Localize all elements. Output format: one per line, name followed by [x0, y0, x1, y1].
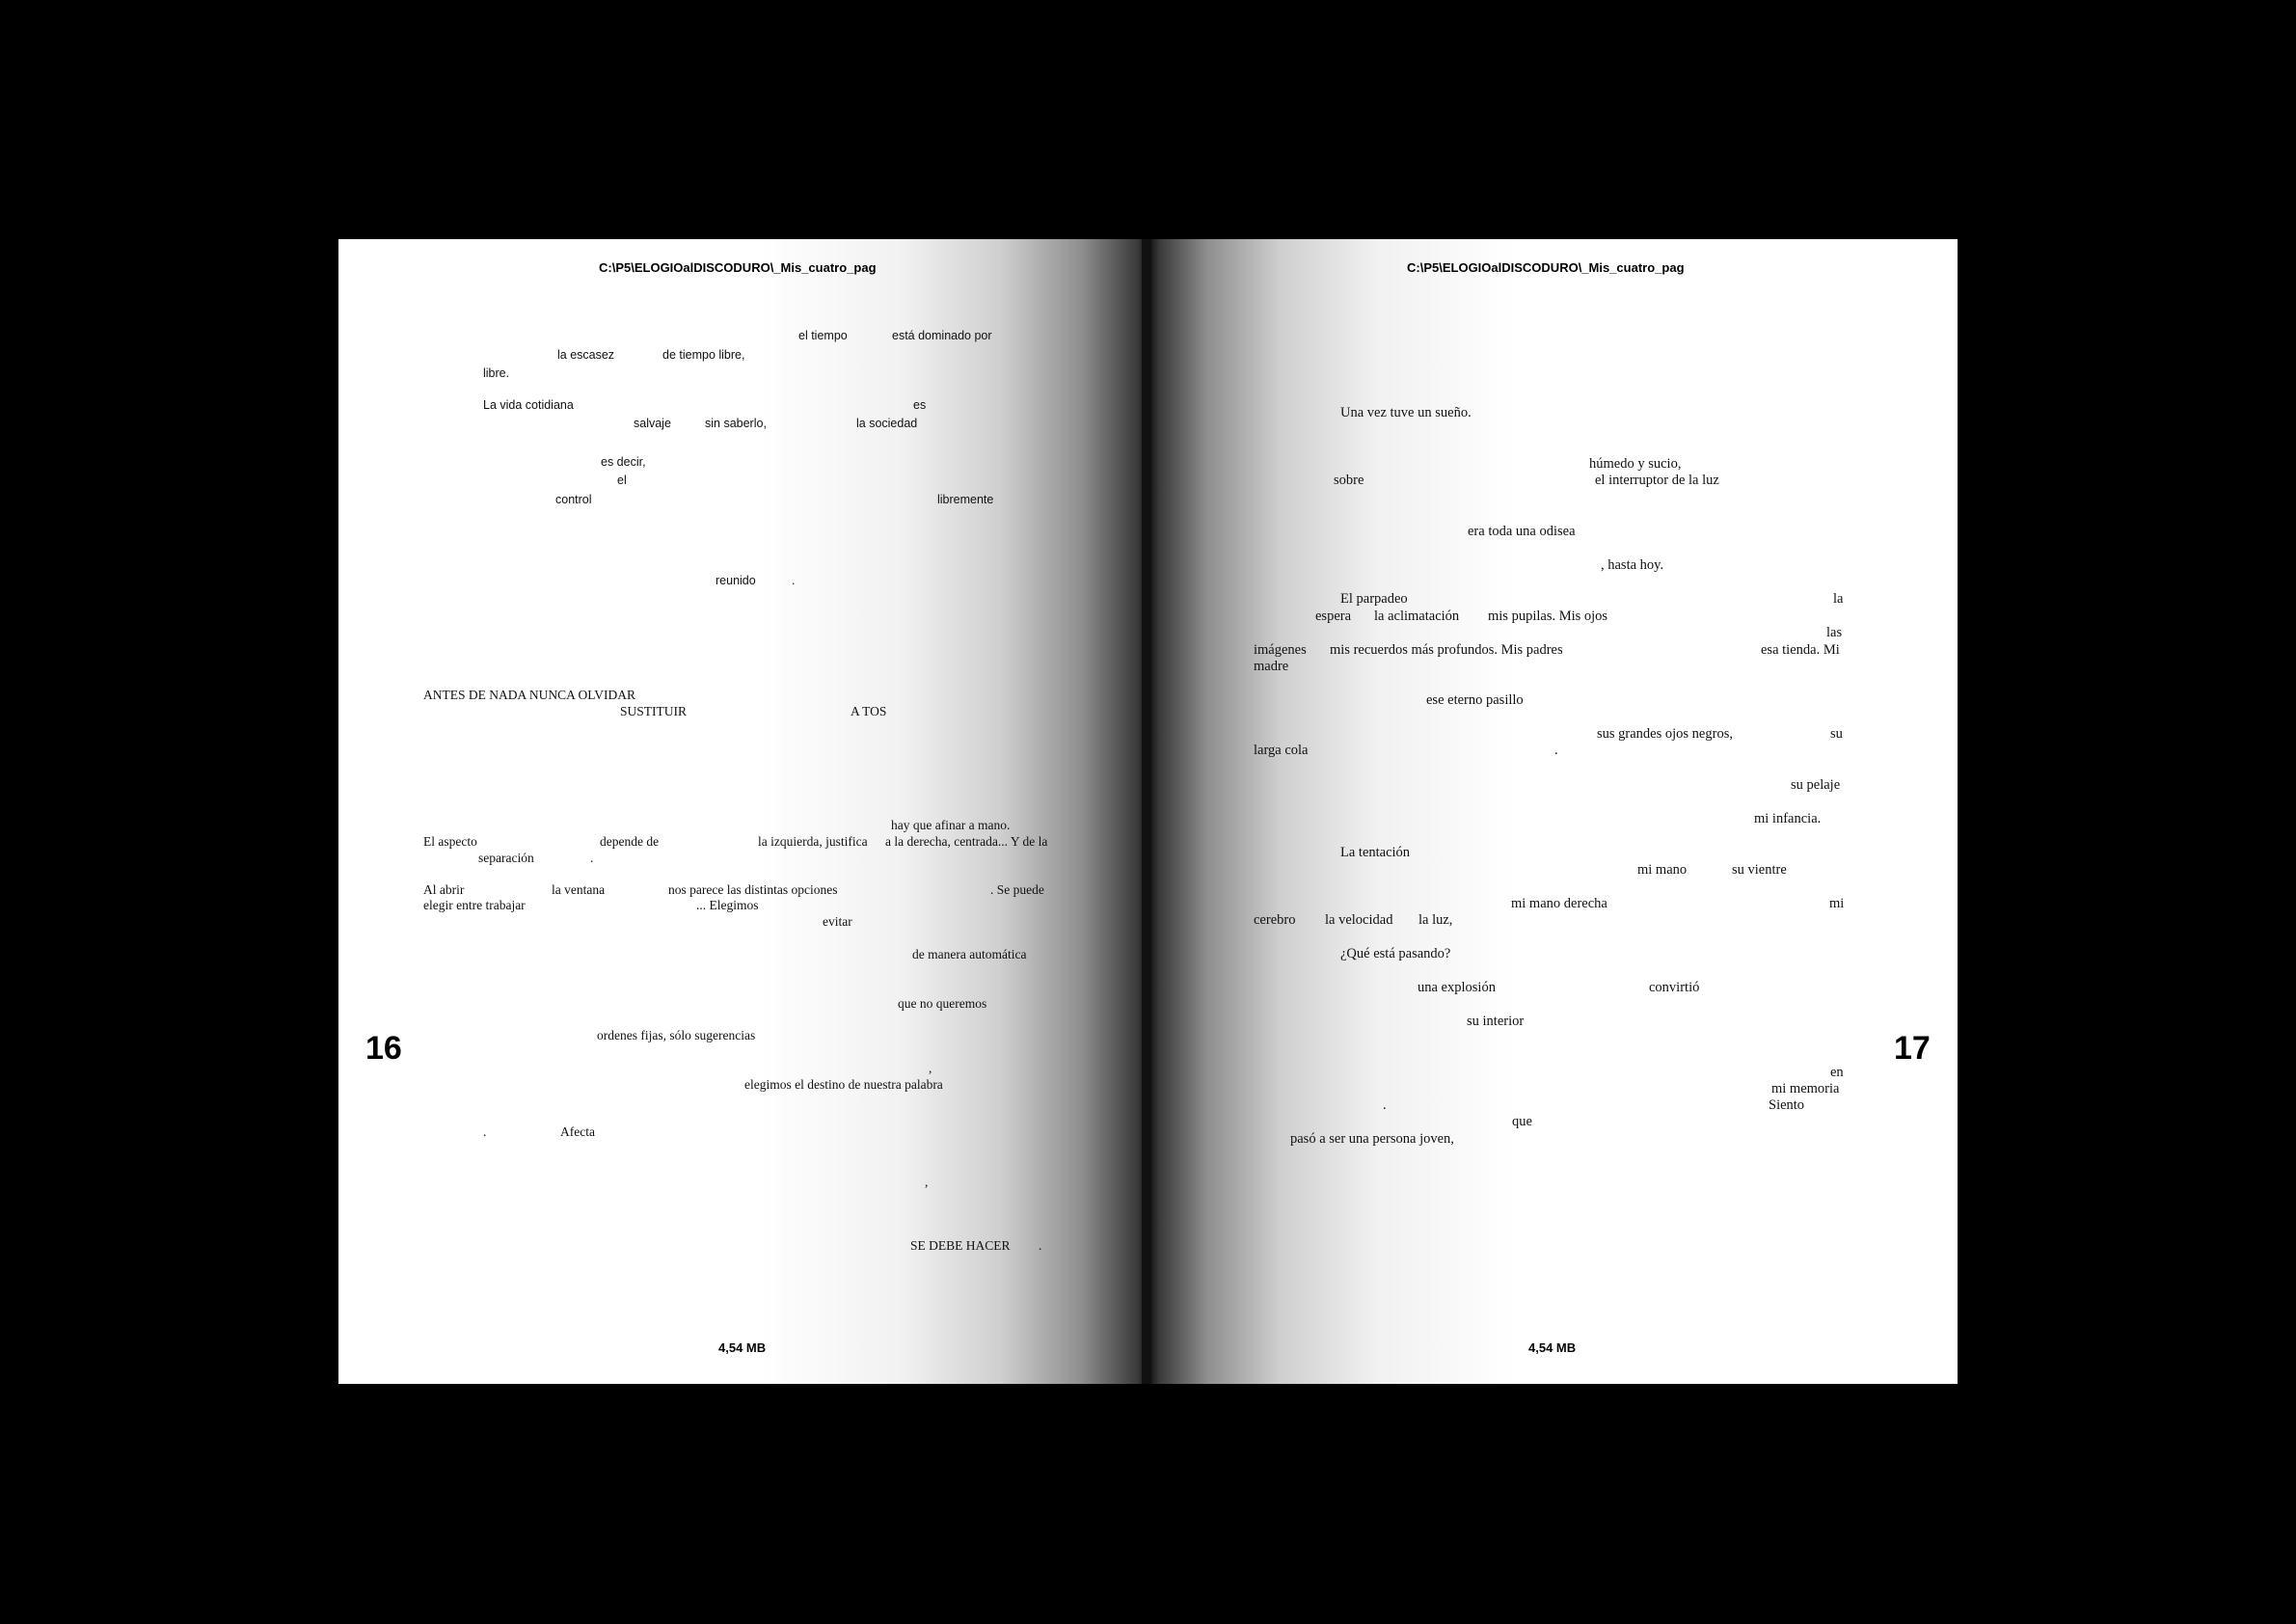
text-fragment: Al abrir — [423, 882, 465, 897]
text-fragment: las — [1826, 625, 1843, 640]
text-fragment: pasó a ser una persona joven, — [1290, 1131, 1454, 1147]
text-fragment: separación — [478, 851, 534, 865]
text-fragment: . — [483, 1124, 487, 1139]
text-fragment: hay que afinar a mano. — [891, 818, 1011, 832]
text-fragment: convirtió — [1649, 980, 1700, 995]
text-fragment: . — [1554, 743, 1558, 758]
text-fragment: sobre — [1334, 473, 1364, 488]
text-fragment: cerebro — [1254, 912, 1296, 928]
text-fragment: Afecta — [560, 1124, 595, 1139]
text-fragment: mis recuerdos más profundos. Mis padres — [1330, 642, 1563, 658]
text-fragment: control — [555, 493, 592, 506]
text-fragment: ... Elegimos — [696, 898, 759, 912]
text-fragment: . — [1039, 1238, 1042, 1253]
text-fragment: ese eterno pasillo — [1426, 692, 1524, 708]
text-fragment: la ventana — [552, 882, 606, 897]
text-fragment: mi — [1829, 896, 1845, 911]
text-fragment: La tentación — [1340, 845, 1411, 860]
text-fragment: en — [1830, 1065, 1844, 1080]
text-fragment: evitar — [823, 914, 852, 929]
left-page-footer: 4,54 MB — [718, 1340, 767, 1355]
text-fragment: SE DEBE HACER — [910, 1238, 1011, 1253]
text-fragment: mi mano — [1637, 862, 1688, 878]
text-fragment: la aclimatación — [1374, 609, 1460, 624]
text-fragment: SUSTITUIR — [620, 704, 688, 718]
text-fragment: la — [1833, 591, 1844, 607]
text-fragment: ANTES DE NADA NUNCA OLVIDAR — [423, 688, 636, 702]
right-page-header: C:\P5\ELOGIOalDISCODURO\_Mis_cuatro_pag — [1407, 260, 1685, 275]
text-fragment: una explosión — [1418, 980, 1496, 995]
text-fragment: la velocidad — [1325, 912, 1393, 928]
right-page-footer: 4,54 MB — [1528, 1340, 1577, 1355]
text-fragment: que — [1512, 1114, 1532, 1129]
text-fragment: , — [929, 1061, 932, 1075]
left-page-number: 16 — [365, 1030, 402, 1067]
text-fragment: ordenes fijas, sólo sugerencias — [597, 1028, 756, 1042]
text-fragment: La vida cotidiana — [483, 398, 574, 412]
text-fragment: , — [925, 1175, 929, 1189]
text-fragment: mi memoria — [1771, 1081, 1840, 1096]
text-fragment: madre — [1254, 659, 1289, 674]
text-fragment: libremente — [937, 493, 994, 506]
text-fragment: es decir, — [601, 455, 646, 469]
text-fragment: . — [590, 851, 594, 865]
right-page-number: 17 — [1894, 1030, 1931, 1067]
text-fragment: la escasez — [557, 348, 615, 362]
text-fragment: El parpadeo — [1340, 591, 1408, 607]
text-fragment: era toda una odisea — [1468, 524, 1576, 539]
text-fragment: sin saberlo, — [705, 417, 767, 430]
text-fragment: , hasta hoy. — [1601, 557, 1664, 573]
text-fragment: . — [792, 574, 796, 587]
text-fragment: húmedo y sucio, — [1589, 456, 1682, 472]
text-fragment: depende de — [600, 834, 660, 849]
text-fragment: mi infancia. — [1754, 811, 1822, 826]
left-page-header: C:\P5\ELOGIOalDISCODURO\_Mis_cuatro_pag — [599, 260, 877, 275]
text-fragment: la sociedad — [856, 417, 918, 430]
text-fragment: su — [1830, 726, 1843, 742]
text-fragment: mis pupilas. Mis ojos — [1488, 609, 1608, 624]
text-fragment: elegir entre trabajar — [423, 898, 526, 912]
text-fragment: nos parece las distintas opciones — [668, 882, 838, 897]
text-fragment: elegimos el destino de nuestra palabra — [744, 1077, 943, 1092]
text-fragment: su pelaje — [1791, 777, 1841, 793]
right-page — [1151, 239, 1958, 1384]
text-fragment: imágenes — [1254, 642, 1307, 658]
text-fragment: el interruptor de la luz — [1595, 473, 1719, 488]
text-fragment: a la derecha, centrada... Y de la — [885, 834, 1048, 849]
text-fragment: . — [1383, 1097, 1387, 1113]
text-fragment: su vientre — [1732, 862, 1787, 878]
text-fragment: reunido — [716, 574, 756, 587]
text-fragment: Una vez tuve un sueño. — [1340, 405, 1472, 420]
text-fragment: larga cola — [1254, 743, 1309, 758]
text-fragment: el tiempo — [798, 329, 848, 342]
text-fragment: ¿Qué está pasando? — [1340, 946, 1451, 961]
text-fragment: de manera automática — [912, 947, 1027, 961]
text-fragment: de tiempo libre, — [662, 348, 745, 362]
text-fragment: El aspecto — [423, 834, 477, 849]
text-fragment: está dominado por — [892, 329, 992, 342]
text-fragment: la luz, — [1418, 912, 1453, 928]
text-fragment: Siento — [1769, 1097, 1805, 1113]
text-fragment: espera — [1315, 609, 1352, 624]
text-fragment: sus grandes ojos negros, — [1597, 726, 1733, 742]
text-fragment: es — [913, 398, 927, 412]
text-fragment: el — [617, 474, 627, 487]
text-fragment: la izquierda, justifica — [758, 834, 868, 849]
text-fragment: A TOS — [851, 704, 887, 718]
text-fragment: mi mano derecha — [1511, 896, 1607, 911]
text-fragment: esa tienda. Mi — [1761, 642, 1840, 658]
text-fragment: libre. — [483, 366, 510, 380]
text-fragment: que no queremos — [898, 996, 987, 1011]
left-page — [338, 239, 1146, 1384]
text-fragment: salvaje — [634, 417, 671, 430]
text-fragment: . Se puede — [990, 882, 1044, 897]
text-fragment: su interior — [1467, 1014, 1525, 1029]
